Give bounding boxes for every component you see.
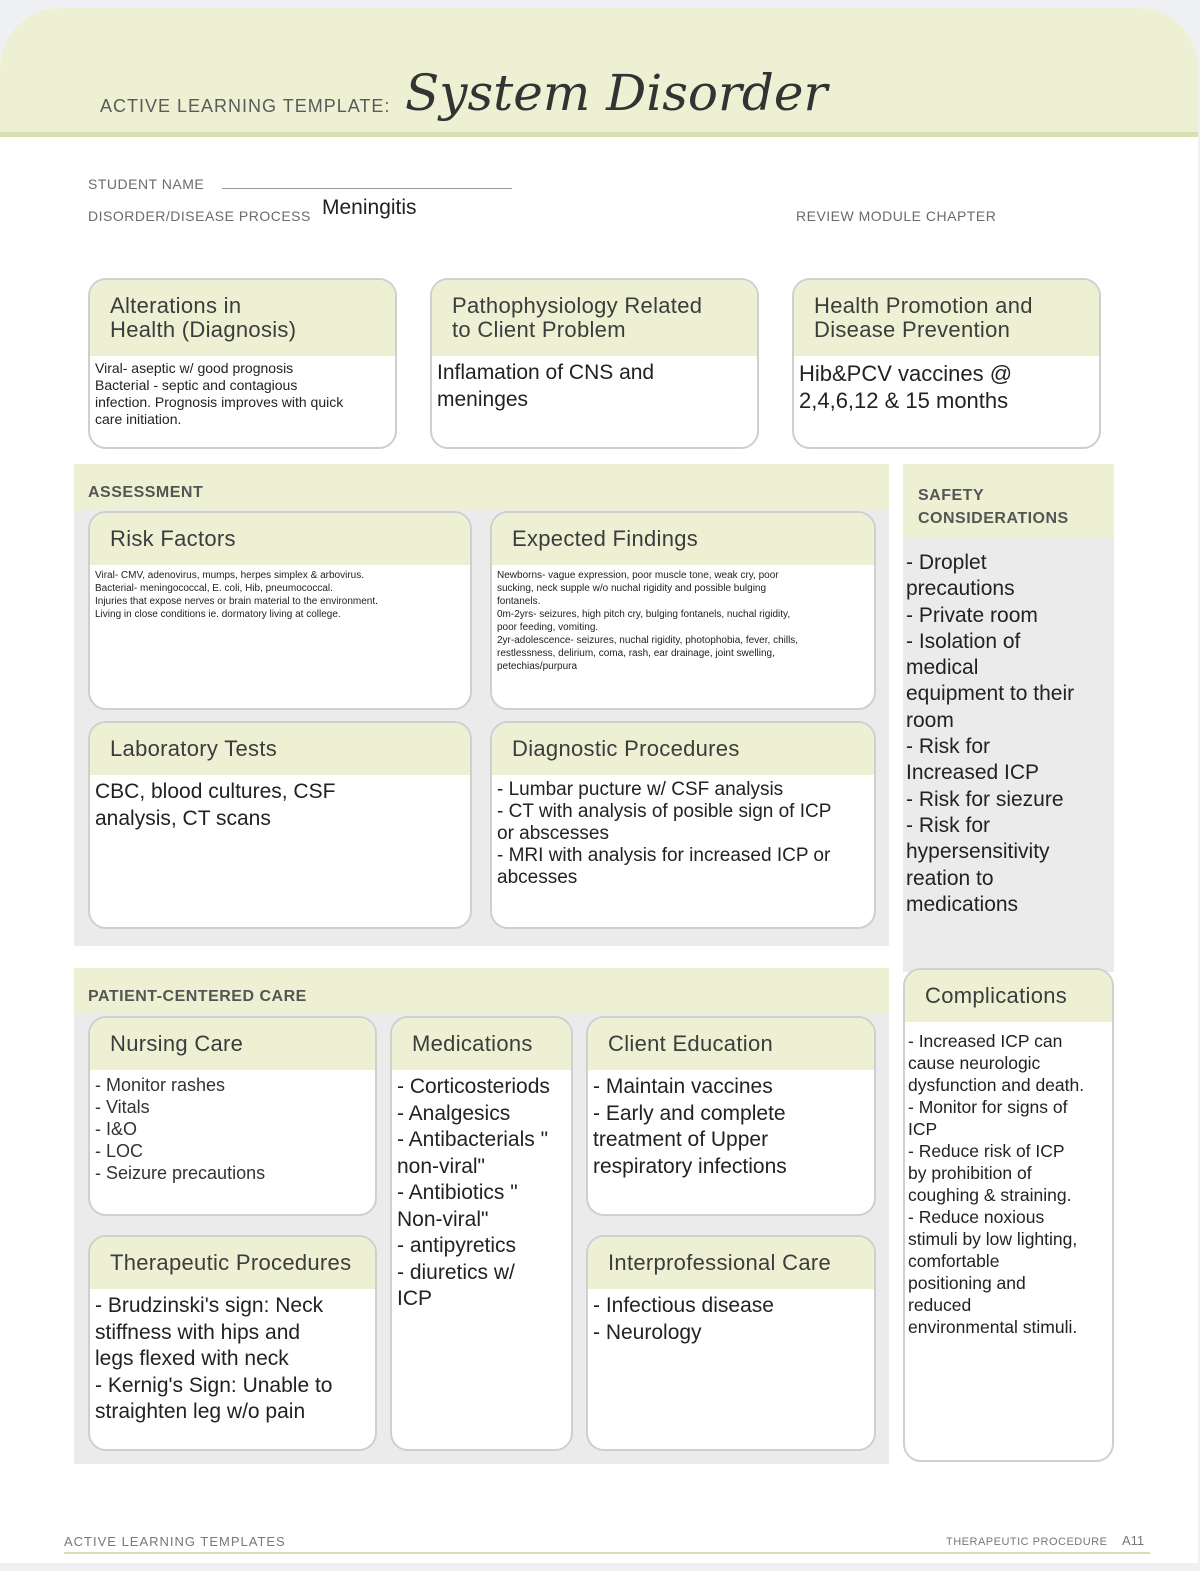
diagnostic-procedures-title: Diagnostic Procedures (512, 736, 740, 761)
medications-title: Medications (412, 1031, 533, 1056)
header-divider (0, 132, 1198, 137)
complications-box (903, 968, 1114, 1462)
client-education-box (586, 1016, 876, 1216)
expected-findings-title: Expected Findings (512, 526, 699, 551)
complications-text[interactable]: - Increased ICP can cause neurologic dysfunction and death. - Monitor for signs of ICP - Reduce risk of ICP by prohibition of coughing & straining. - Reduce noxious stimuli by low lighting, comfortable positioning and reduced environmental stimuli. (908, 1031, 1085, 1337)
expected-findings-text[interactable]: Newborns- vague expression, poor muscle tone, weak cry, poor sucking, neck supple w/o nuchal rigidity and possible bulging fontanels. 0m-2yrs- seizures, high pitch cry, bulging fontanels, nuchal rigidity, poor feeding, vomiting. 2yr-adolescence- seizures, nuchal rigidity, photophobia, fever, chills, restlessness, delirium, coma, rash, ear drainage, joint swelling, petechias/purpura (497, 570, 799, 672)
complications-title: Complications (925, 983, 1068, 1008)
health-promotion-box (792, 278, 1101, 449)
footer-page-number: A11 (1122, 1533, 1145, 1548)
interprofessional-care-box (586, 1235, 876, 1451)
worksheet-page (0, 8, 1198, 1563)
template-label: ACTIVE LEARNING TEMPLATE: (100, 96, 391, 116)
footer-template-name: ACTIVE LEARNING TEMPLATES (64, 1534, 286, 1549)
diagnostic-procedures-box (490, 721, 876, 929)
safety-title: SAFETY CONSIDERATIONS (918, 487, 1069, 527)
diagnostic-procedures-text[interactable]: - Lumbar pucture w/ CSF analysis - CT with analysis of posible sign of ICP or abscesses - MRI with analysis for increased ICP or abcesses (497, 779, 832, 888)
risk-factors-text[interactable]: Viral- CMV, adenovirus, mumps, herpes simplex & arbovirus. Bacterial- meningococcal, E. coli, Hib, pneumococcal. Injuries that expose nerves or brain material to the environment. Living in close conditions ie. dormatory living at college. (95, 570, 378, 620)
therapeutic-procedures-box (88, 1235, 377, 1451)
health-promotion-title-1: Health Promotion and (814, 293, 1033, 318)
disorder-field[interactable]: Meningitis (322, 196, 417, 219)
student-name-field[interactable] (222, 188, 512, 189)
template-title: System Disorder (405, 64, 828, 122)
review-chapter-label: REVIEW MODULE CHAPTER (796, 208, 997, 224)
alterations-text[interactable]: Viral- aseptic w/ good prognosis Bacterial - septic and contagious infection. Prognosis improves with quick care initiation. (95, 360, 344, 427)
safety-list[interactable]: - Droplet precautions - Private room - Isolation of medical equipment to their room - Risk for Increased ICP - Risk for siezure - Risk for hypersensitivity reation to medications (906, 551, 1075, 916)
pathophysiology-box (430, 278, 759, 449)
interprofessional-care-text[interactable]: - Infectious disease - Neurology (593, 1294, 774, 1344)
alterations-title-1: Alterations in (110, 293, 242, 318)
expected-findings-box (490, 511, 876, 710)
pathophysiology-title-2: to Client Problem (452, 317, 626, 342)
assessment-title: ASSESSMENT (88, 484, 204, 501)
laboratory-tests-text[interactable]: CBC, blood cultures, CSF analysis, CT scans (95, 780, 336, 830)
risk-factors-title: Risk Factors (110, 526, 236, 551)
nursing-care-title: Nursing Care (110, 1031, 244, 1056)
nursing-care-box (88, 1016, 377, 1216)
medications-text[interactable]: - Corticosteriods - Analgesics - Antibacterials " non-viral" - Antibiotics " Non-viral" - antipyretics - diuretics w/ ICP (397, 1075, 550, 1310)
therapeutic-procedures-text[interactable]: - Brudzinski's sign: Neck stiffness with hips and legs flexed with neck - Kernig's Sign: Unable to straighten leg w/o pain (95, 1294, 333, 1423)
therapeutic-procedures-title: Therapeutic Procedures (110, 1250, 352, 1275)
medications-box (390, 1016, 573, 1451)
laboratory-tests-box (88, 721, 472, 929)
nursing-care-text[interactable]: - Monitor rashes - Vitals - I&O - LOC - Seizure precautions (95, 1075, 266, 1183)
client-education-title: Client Education (608, 1031, 774, 1056)
disorder-label: DISORDER/DISEASE PROCESS (88, 208, 311, 224)
laboratory-tests-title: Laboratory Tests (110, 736, 278, 761)
pathophysiology-title-1: Pathophysiology Related (452, 293, 703, 318)
pathophysiology-text[interactable]: Inflamation of CNS and meninges (437, 361, 655, 411)
footer-divider (64, 1552, 1150, 1554)
alterations-title-2: Health (Diagnosis) (110, 317, 297, 342)
footer-section-name: THERAPEUTIC PROCEDURE (946, 1536, 1108, 1548)
student-name-label: STUDENT NAME (88, 176, 205, 192)
health-promotion-title-2: Disease Prevention (814, 317, 1011, 342)
health-promotion-text[interactable]: Hib&PCV vaccines @ 2,4,6,12 & 15 months (799, 361, 1013, 413)
client-education-text[interactable]: - Maintain vaccines - Early and complete treatment of Upper respiratory infections (593, 1075, 787, 1178)
alterations-box (88, 278, 397, 449)
patient-care-title: PATIENT-CENTERED CARE (88, 988, 307, 1005)
interprofessional-care-title: Interprofessional Care (608, 1250, 832, 1275)
risk-factors-box (88, 511, 472, 710)
